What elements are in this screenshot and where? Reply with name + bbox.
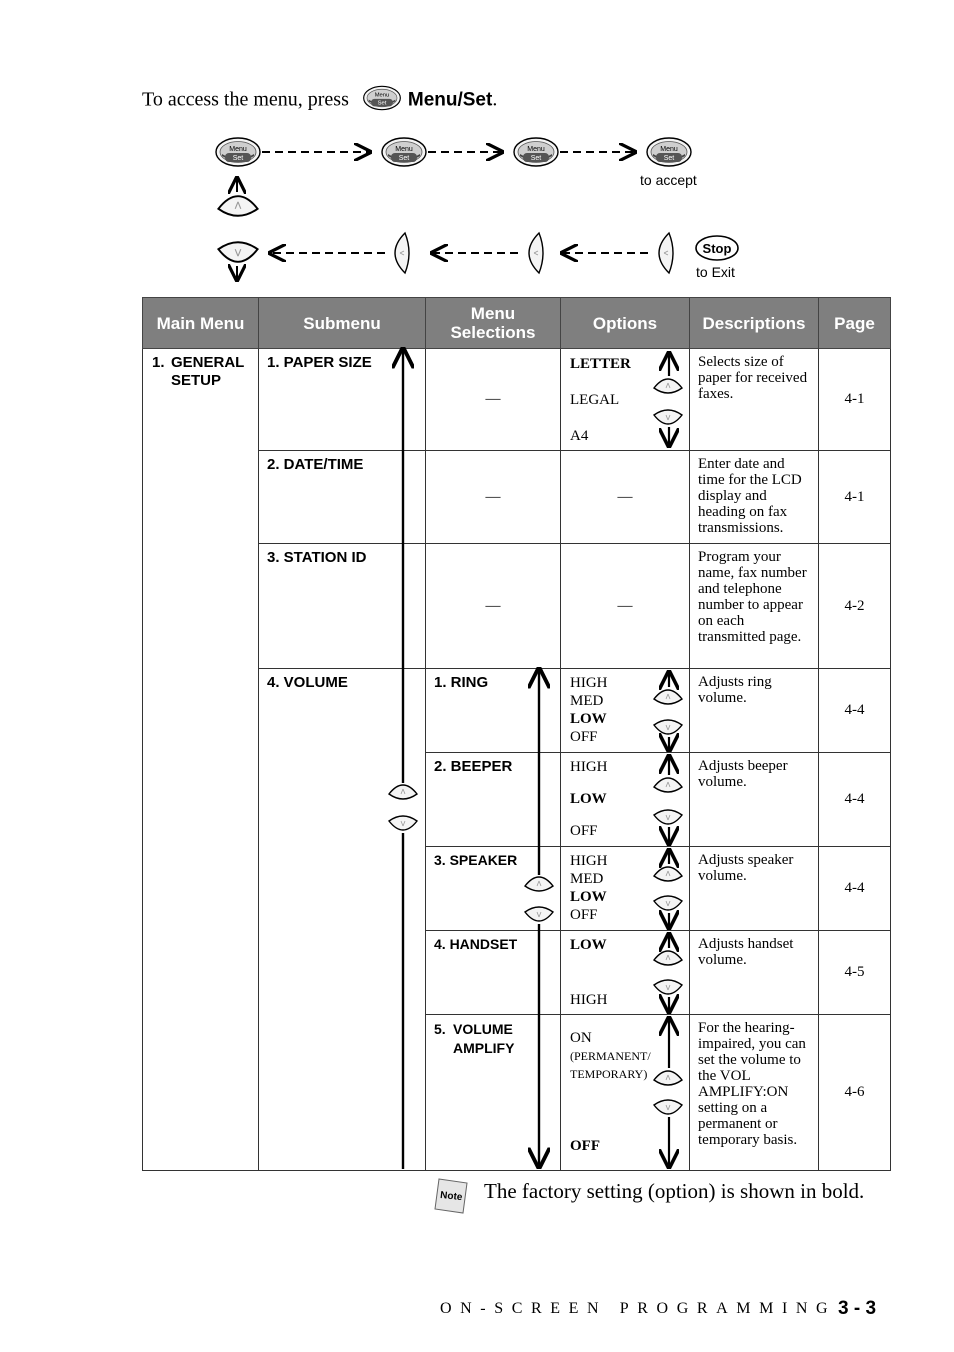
intro-line — [142, 84, 497, 118]
header-submenu: Submenu — [259, 298, 426, 349]
svg-text:Set: Set — [232, 155, 244, 162]
selection-label: 2. BEEPER — [434, 758, 513, 775]
footer-section-title: ON-SCREEN PROGRAMMING — [440, 1300, 837, 1317]
options-cell — [561, 847, 690, 931]
submenu-label: 3. STATION ID — [267, 549, 367, 566]
svg-text:Set: Set — [530, 155, 542, 162]
page-cell: 4-1 — [819, 451, 891, 544]
page-cell: 4-6 — [819, 1015, 891, 1171]
option: A4 — [570, 428, 589, 444]
option: HIGH — [570, 759, 608, 775]
selection-cell: — — [426, 544, 561, 669]
svg-text:Stop: Stop — [702, 241, 732, 256]
options-cell — [561, 349, 690, 451]
up-key-icon — [525, 877, 553, 891]
table-navigation-arrows — [380, 345, 560, 1175]
option: HIGH — [570, 992, 608, 1008]
page-cell: 4-4 — [819, 669, 891, 753]
page-cell: 4-5 — [819, 931, 891, 1015]
note-text: The factory setting (option) is shown in bold. — [484, 1179, 865, 1203]
menu-label: Menu — [374, 92, 390, 99]
option: OFF — [570, 729, 598, 745]
header-options: Options — [561, 298, 690, 349]
selection-number: 5. — [434, 1021, 446, 1037]
main-menu-number: 1. — [152, 354, 165, 371]
menu-set-button-icon — [362, 84, 402, 118]
page-cell: 4-4 — [819, 847, 891, 931]
svg-text:Menu: Menu — [395, 146, 413, 153]
description-cell: Adjusts handset volume. — [690, 931, 819, 1015]
options-cell: — — [561, 544, 690, 669]
options-cell: — — [561, 451, 690, 544]
menu-set-icon — [647, 138, 691, 166]
menu-set-icon — [216, 138, 260, 166]
header-menu-selections: Menu Selections — [426, 298, 561, 349]
option-bold: LOW — [570, 791, 607, 807]
option: (PERMANENT/ — [570, 1049, 651, 1063]
menu-set-icon — [514, 138, 558, 166]
page-cell: 4-4 — [819, 753, 891, 847]
page-number: 3 - 3 — [838, 1298, 877, 1319]
accept-caption: to accept — [640, 172, 697, 188]
intro-text: To access the menu, press — [142, 88, 349, 111]
page-cell: 4-1 — [819, 349, 891, 451]
option: LEGAL — [570, 392, 620, 408]
menu-set-label: Menu/Set — [407, 89, 493, 111]
exit-caption: to Exit — [696, 264, 735, 280]
up-key-icon — [389, 785, 417, 799]
svg-text:Set: Set — [663, 155, 675, 162]
submenu-label: 2. DATE/TIME — [267, 456, 364, 473]
option-bold: LOW — [570, 889, 607, 905]
selection-label: 1. RING — [434, 674, 489, 691]
option-bold: LOW — [570, 937, 607, 953]
description-cell: Adjusts ring volume. — [690, 669, 819, 753]
selection-label: 3. SPEAKER — [434, 852, 518, 868]
selection-cell: — — [426, 451, 561, 544]
option-bold: OFF — [570, 1138, 600, 1154]
svg-text:Menu: Menu — [229, 146, 247, 153]
note-icon — [433, 1175, 473, 1215]
svg-text:Note: Note — [439, 1189, 463, 1204]
option: MED — [570, 871, 604, 887]
menu-set-icon — [382, 138, 426, 166]
left-key-icon — [395, 233, 409, 273]
option: HIGH — [570, 853, 608, 869]
down-key-icon — [525, 907, 553, 921]
option: HIGH — [570, 675, 608, 691]
header-descriptions: Descriptions — [690, 298, 819, 349]
option: TEMPORARY) — [570, 1067, 648, 1081]
navigation-flow-diagram — [200, 130, 760, 290]
description-cell: Program your name, fax number and telephone number to appear on each transmitted page. — [690, 544, 819, 669]
option: MED — [570, 693, 604, 709]
options-cell — [561, 931, 690, 1015]
svg-text:Menu: Menu — [660, 146, 678, 153]
option: OFF — [570, 823, 598, 839]
submenu-label: 1. PAPER SIZE — [267, 354, 372, 371]
set-label: Set — [377, 100, 387, 107]
left-key-icon — [659, 233, 673, 273]
main-menu-cell — [143, 349, 259, 1171]
up-key-icon — [218, 196, 257, 216]
option: ON — [570, 1030, 592, 1046]
option-bold: LOW — [570, 711, 607, 727]
header-page: Page — [819, 298, 891, 349]
selection-label: 4. HANDSET — [434, 936, 518, 952]
option-bold: LETTER — [570, 356, 631, 372]
selection-label: VOLUME AMPLIFY — [453, 1021, 515, 1056]
left-key-icon — [529, 233, 543, 273]
page-cell: 4-2 — [819, 544, 891, 669]
selection-cell: — — [426, 349, 561, 451]
table-header-row — [143, 298, 891, 349]
description-cell: Selects size of paper for received faxes. — [690, 349, 819, 451]
svg-text:Set: Set — [398, 155, 410, 162]
down-key-icon — [218, 242, 257, 262]
svg-text:Menu: Menu — [527, 146, 545, 153]
stop-button-icon — [696, 236, 738, 260]
description-cell: Enter date and time for the LCD display and heading on fax transmissions. — [690, 451, 819, 544]
options-cell — [561, 753, 690, 847]
down-key-icon — [389, 816, 417, 830]
option: OFF — [570, 907, 598, 923]
header-main-menu: Main Menu — [143, 298, 259, 349]
description-cell: Adjusts speaker volume. — [690, 847, 819, 931]
description-cell: For the hearing-impaired, you can set the volume to the VOL AMPLIFY:ON setting on a permanent or temporary basis. — [690, 1015, 819, 1171]
submenu-label: 4. VOLUME — [267, 674, 348, 691]
description-cell: Adjusts beeper volume. — [690, 753, 819, 847]
options-cell — [561, 669, 690, 753]
intro-period: . — [492, 88, 498, 111]
options-cell — [561, 1015, 690, 1171]
main-menu-label: GENERAL SETUP — [171, 354, 245, 389]
